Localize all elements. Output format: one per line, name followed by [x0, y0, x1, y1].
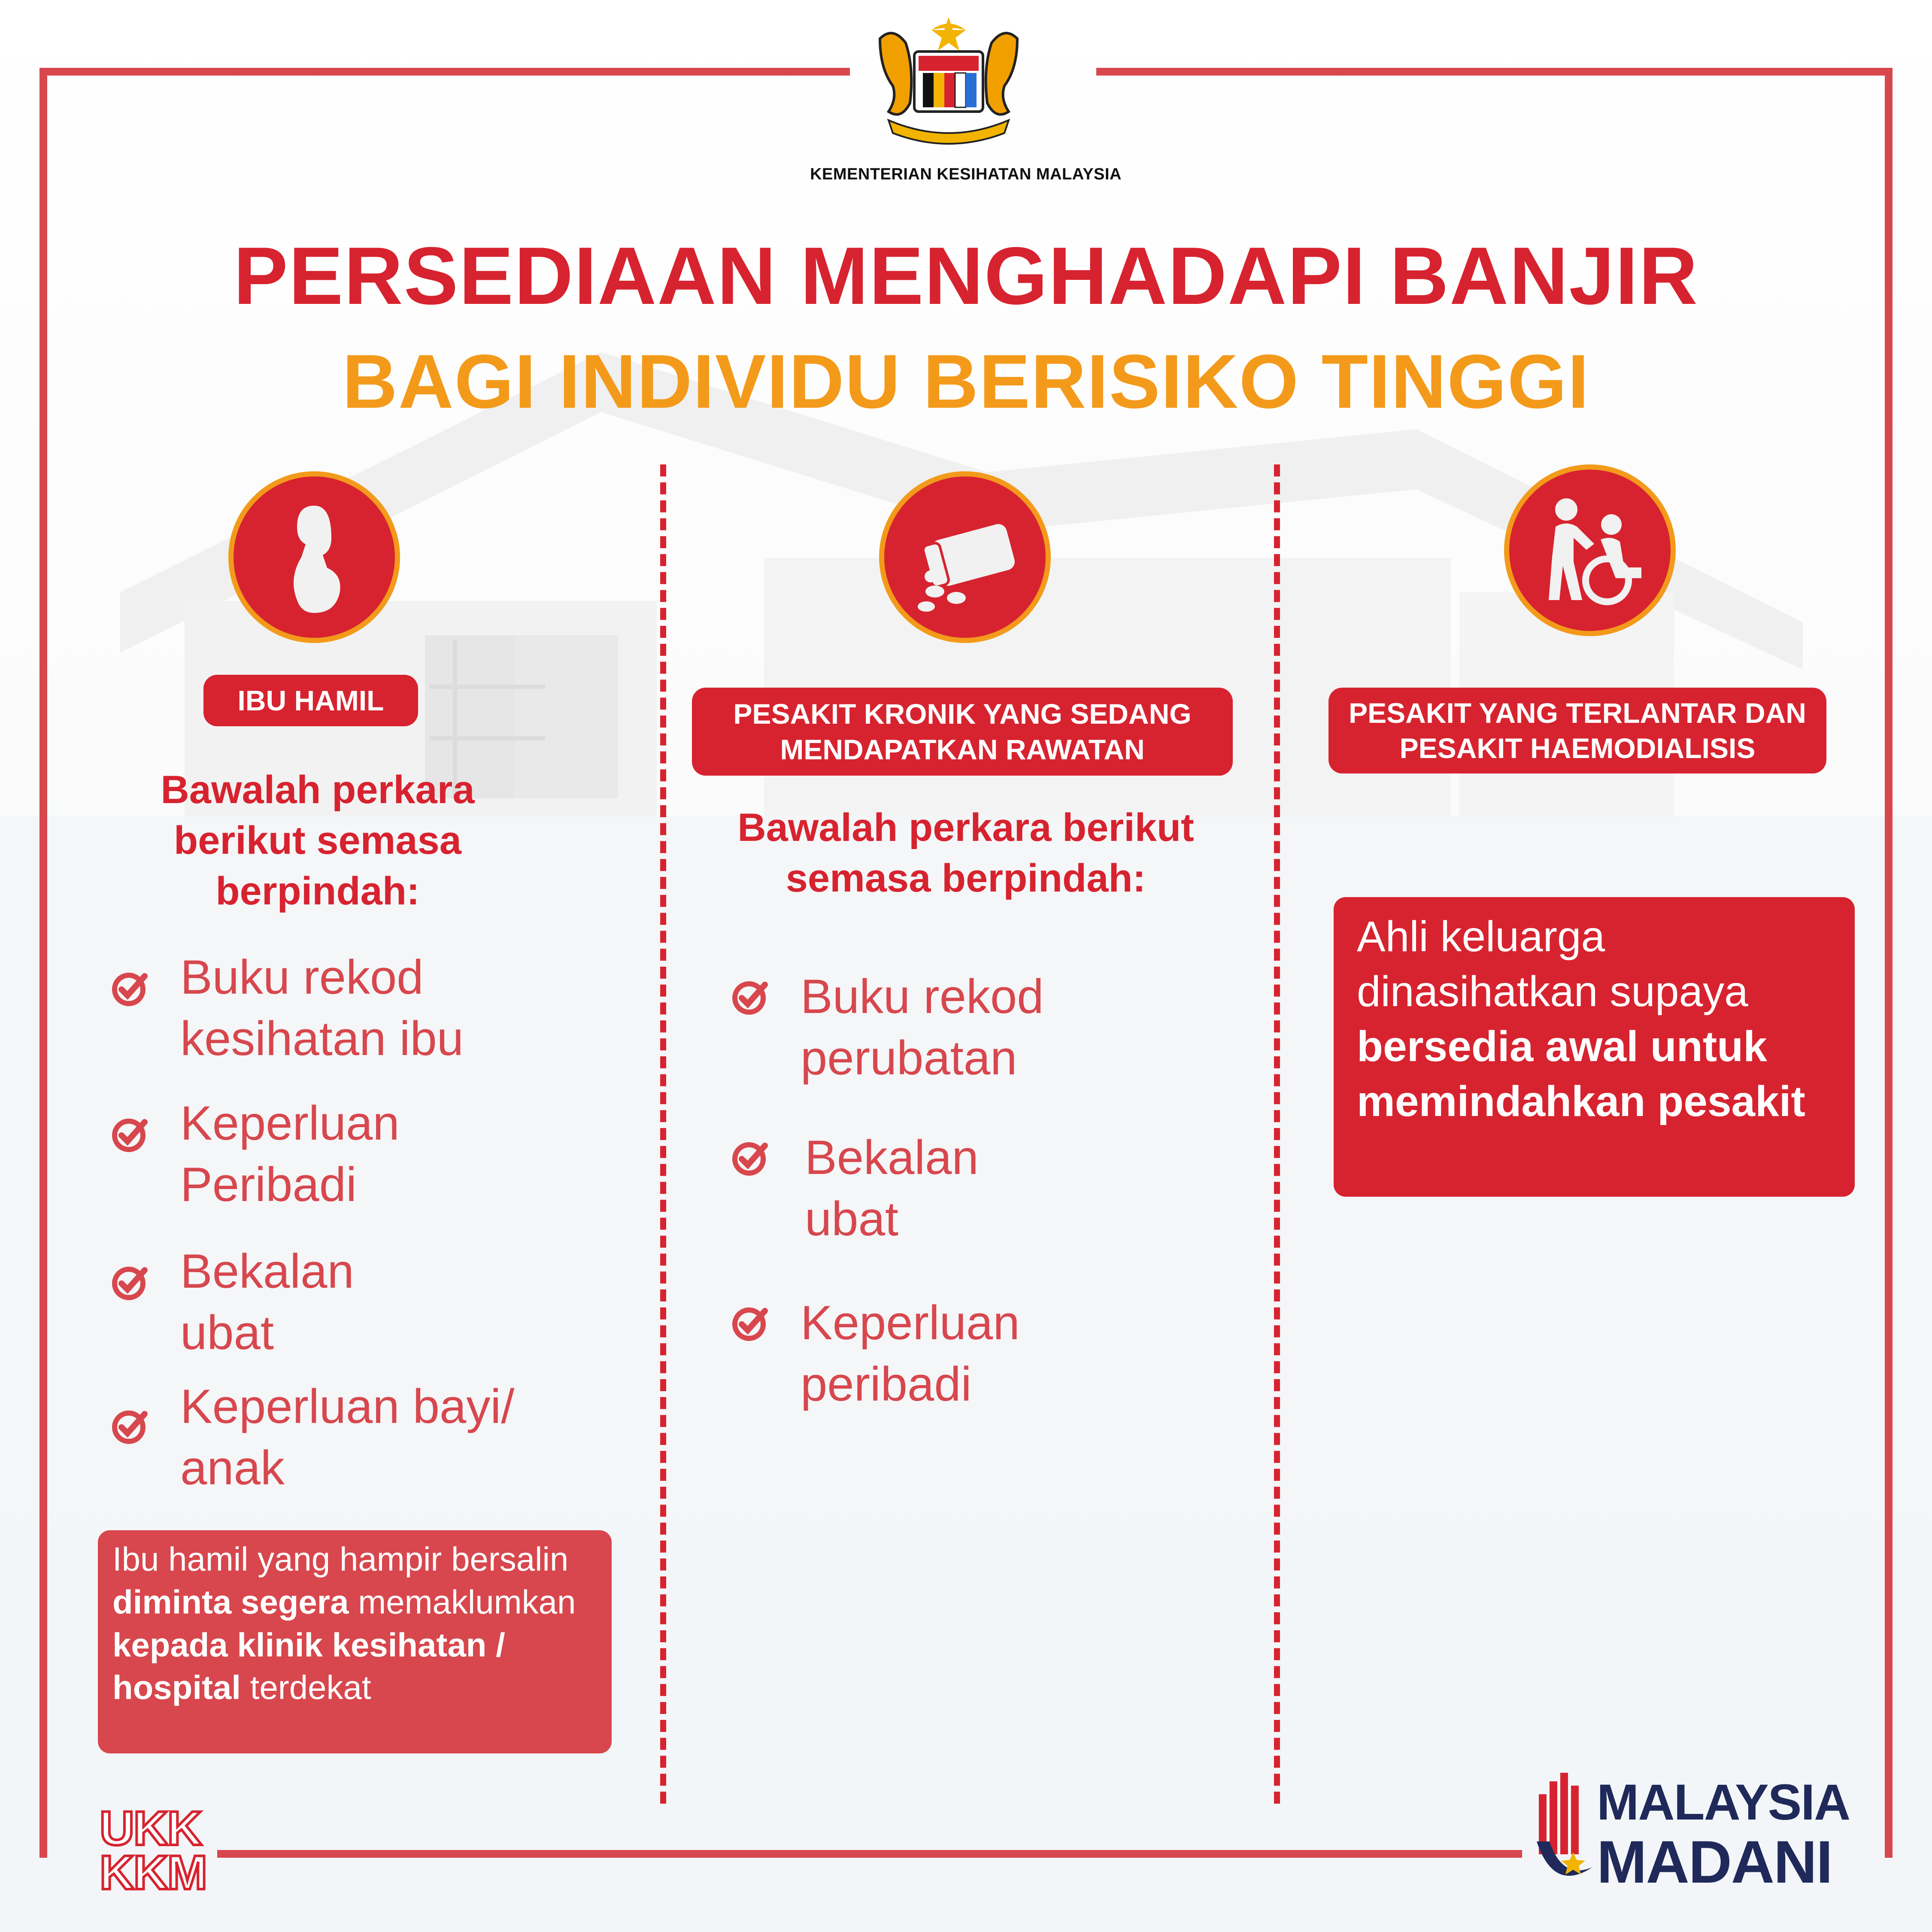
- instruction-lead: Bawalah perkara berikut semasa berpindah:: [161, 768, 475, 913]
- category-label-bedridden: [1328, 688, 1826, 773]
- kkm-logo-line: KKM: [100, 1846, 207, 1900]
- ukk-logo-line: UKK: [100, 1802, 201, 1855]
- pregnant-advice-box: [98, 1530, 612, 1753]
- advice-text-part: Ibu hamil yang hampir bersalin: [112, 1540, 569, 1578]
- madani-logo-line1: MALAYSIA: [1597, 1774, 1850, 1831]
- ministry-name: KEMENTERIAN KESIHATAN MALAYSIA: [810, 165, 1122, 183]
- frame-right: [1885, 68, 1893, 1858]
- check-icon: [730, 1140, 768, 1178]
- list-item-text: Buku rekod kesihatan ibu: [180, 950, 464, 1066]
- category-label-pregnant: [203, 675, 418, 726]
- check-icon: [730, 979, 768, 1017]
- advice-text-part: memaklumkan: [349, 1583, 576, 1621]
- family-advice-box: [1334, 897, 1855, 1197]
- page-subtitle: BAGI INDIVIDU BERISIKO TINGGI: [342, 339, 1590, 424]
- advice-text-part: Ahli keluarga dinasihatkan supaya: [1357, 913, 1748, 1016]
- frame-top-right: [1096, 68, 1893, 76]
- frame-bottom: [217, 1850, 1522, 1858]
- ukk-kkm-logo: [100, 1802, 207, 1900]
- frame-left: [39, 68, 47, 1858]
- list-item-text: Buku rekod perubatan: [801, 970, 1044, 1085]
- category-label-text: PESAKIT YANG TERLANTAR DAN PESAKIT HAEMODIALISIS: [1349, 697, 1806, 764]
- advice-text-bold: kepada klinik kesihatan / hospital: [112, 1626, 505, 1707]
- list-item-text: Bekalan ubat: [180, 1244, 354, 1360]
- category-label-text: PESAKIT KRONIK YANG SEDANG MENDAPATKAN RAWATAN: [733, 698, 1192, 765]
- advice-text-bold: diminta segera: [112, 1583, 349, 1621]
- list-item-text: Bekalan ubat: [805, 1131, 979, 1246]
- check-icon: [109, 1264, 148, 1303]
- madani-emblem-icon: [1532, 1768, 1597, 1897]
- page-title: PERSEDIAAN MENGHADAPI BANJIR: [233, 231, 1698, 321]
- frame-top-left: [39, 68, 850, 76]
- caregiver-wheelchair-icon: [1504, 464, 1676, 636]
- list-item-text: Keperluan peribadi: [801, 1296, 1020, 1411]
- advice-text-part: terdekat: [241, 1668, 371, 1707]
- column-divider: [660, 464, 666, 1804]
- madani-logo-line2: MADANI: [1597, 1828, 1832, 1896]
- column-divider: [1274, 464, 1280, 1804]
- list-item-text: Keperluan bayi/ anak: [180, 1380, 515, 1495]
- pregnant-woman-icon: [228, 471, 400, 643]
- national-crest-icon: [863, 13, 1034, 146]
- instruction-lead: Bawalah perkara berikut semasa berpindah:: [737, 806, 1194, 900]
- advice-text-bold: bersedia awal untuk memindahkan pesakit: [1357, 1022, 1805, 1125]
- category-label-chronic: [692, 688, 1233, 776]
- list-item-text: Keperluan Peribadi: [180, 1096, 400, 1212]
- check-icon: [109, 970, 148, 1009]
- pill-bottle-icon: [879, 471, 1051, 643]
- check-icon: [730, 1305, 768, 1344]
- category-label-text: IBU HAMIL: [237, 684, 384, 716]
- malaysia-madani-logo: [1532, 1760, 1850, 1906]
- check-icon: [109, 1408, 148, 1447]
- check-icon: [109, 1116, 148, 1155]
